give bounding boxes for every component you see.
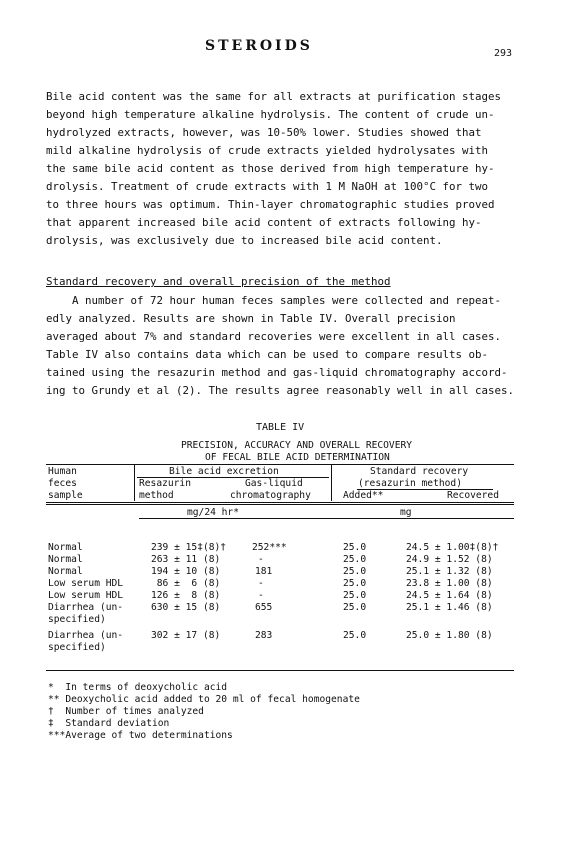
section-paragraph (46, 292, 551, 400)
cell-added: 25.0 (343, 554, 367, 565)
text-line: A number of 72 hour human feces samples were collected and repeat- (46, 294, 502, 307)
cell-resazurin: 126 ± 8 (8) (151, 590, 221, 601)
table-bottom-rule (46, 670, 514, 671)
cell-sample: Normal (48, 554, 83, 565)
table-title-line2: OF FECAL BILE ACID DETERMINATION (205, 452, 390, 463)
header-bottom-rule (46, 502, 514, 503)
cell-resazurin: 630 ± 15 (8) (151, 602, 221, 613)
text-line: beyond high temperature alkaline hydrolysis. The content of crude un- (46, 108, 495, 121)
column-divider (134, 464, 135, 501)
text-line: drolysis, was exclusively due to increased bile acid content. (46, 234, 443, 247)
text-line: ing to Grundy et al (2). The results agree reasonably well in all cases. (46, 384, 515, 397)
cell-glc: 283 (255, 630, 273, 641)
cell-recovered: 24.9 ± 1.52 (8) (406, 554, 493, 565)
text-line: the same bile acid content as those derived from high temperature hy- (46, 162, 495, 175)
cell-glc: 252*** (252, 542, 287, 553)
header-human: Human (48, 466, 77, 477)
cell-glc: - (258, 590, 264, 601)
text-line: that apparent increased bile acid content of extracts following hy- (46, 216, 482, 229)
section-heading: Standard recovery and overall precision of the method (46, 275, 391, 288)
cell-added: 25.0 (343, 630, 367, 641)
header-added: Added** (343, 490, 384, 501)
header-standard-recovery: Standard recovery (370, 466, 469, 477)
header-bile-acid-excretion: Bile acid excretion (169, 466, 279, 477)
cell-sample-cont: specified) (48, 614, 106, 625)
cell-recovered: 25.0 ± 1.80 (8) (406, 630, 493, 641)
cell-glc: - (258, 554, 264, 565)
cell-sample: Normal (48, 566, 83, 577)
cell-sample-cont: specified) (48, 642, 106, 653)
intro-paragraph (46, 88, 551, 250)
cell-glc: 655 (255, 602, 273, 613)
text-line: drolysis. Treatment of crude extracts with 1 M NaOH at 100°C for two (46, 180, 489, 193)
header-resazurin-method: (resazurin method) (358, 478, 462, 489)
cell-sample: Low serum HDL (48, 578, 124, 589)
footnote: ***Average of two determinations (48, 730, 233, 741)
footnote: * In terms of deoxycholic acid (48, 682, 228, 693)
header-chromatography: chromatography (230, 490, 311, 501)
table-number: TABLE IV (256, 422, 305, 433)
cell-glc: 181 (255, 566, 273, 577)
header-method: method (139, 490, 174, 501)
footnote: † Number of times analyzed (48, 706, 204, 717)
cell-resazurin: 302 ± 17 (8) (151, 630, 221, 641)
header-sample: sample (48, 490, 83, 501)
text-line: edly analyzed. Results are shown in Table IV. Overall precision (46, 312, 456, 325)
table-top-rule (46, 464, 514, 465)
cell-added: 25.0 (343, 590, 367, 601)
cell-sample: Diarrhea (un- (48, 602, 124, 613)
cell-sample: Normal (48, 542, 83, 553)
footnote: ‡ Standard deviation (48, 718, 170, 729)
cell-sample: Low serum HDL (48, 590, 124, 601)
cell-added: 25.0 (343, 602, 367, 613)
cell-added: 25.0 (343, 578, 367, 589)
text-line: Bile acid content was the same for all extracts at purification stages (46, 90, 502, 103)
unit-underline (139, 518, 514, 519)
text-line: tained using the resazurin method and gas-liquid chromatography accord- (46, 366, 508, 379)
header-recovered: Recovered (447, 490, 499, 501)
page-number: 293 (494, 48, 513, 59)
cell-resazurin: 86 ± 6 (8) (151, 578, 221, 589)
unit-label: mg/24 hr* (187, 507, 239, 518)
footnote: ** Deoxycholic acid added to 20 ml of fecal homogenate (48, 694, 360, 705)
text-line: Table IV also contains data which can be used to compare results ob- (46, 348, 489, 361)
cell-resazurin: 194 ± 10 (8) (151, 566, 221, 577)
header-resazurin: Resazurin (139, 478, 191, 489)
cell-resazurin: 239 ± 15‡(8)† (151, 542, 227, 553)
cell-recovered: 25.1 ± 1.32 (8) (406, 566, 493, 577)
unit-label: mg (400, 507, 412, 518)
table-title-line1: PRECISION, ACCURACY AND OVERALL RECOVERY (181, 440, 413, 451)
header-bottom-rule (46, 504, 514, 505)
header-feces: feces (48, 478, 77, 489)
text-line: hydrolyzed extracts, however, was 10-50% lower. Studies showed that (46, 126, 482, 139)
journal-title: STEROIDS (205, 38, 313, 54)
cell-resazurin: 263 ± 11 (8) (151, 554, 221, 565)
text-line: mild alkaline hydrolysis of crude extracts yielded hydrolysates with (46, 144, 489, 157)
cell-recovered: 24.5 ± 1.64 (8) (406, 590, 493, 601)
column-divider (331, 464, 332, 501)
cell-added: 25.0 (343, 542, 367, 553)
cell-recovered: 23.8 ± 1.00 (8) (406, 578, 493, 589)
cell-recovered: 25.1 ± 1.46 (8) (406, 602, 493, 613)
cell-sample: Diarrhea (un- (48, 630, 124, 641)
text-line: averaged about 7% and standard recoveries were excellent in all cases. (46, 330, 502, 343)
cell-added: 25.0 (343, 566, 367, 577)
cell-glc: - (258, 578, 264, 589)
text-line: to three hours was optimum. Thin-layer chromatographic studies proved (46, 198, 495, 211)
cell-recovered: 24.5 ± 1.00‡(8)† (406, 542, 499, 553)
header-gas-liquid: Gas-liquid (245, 478, 303, 489)
